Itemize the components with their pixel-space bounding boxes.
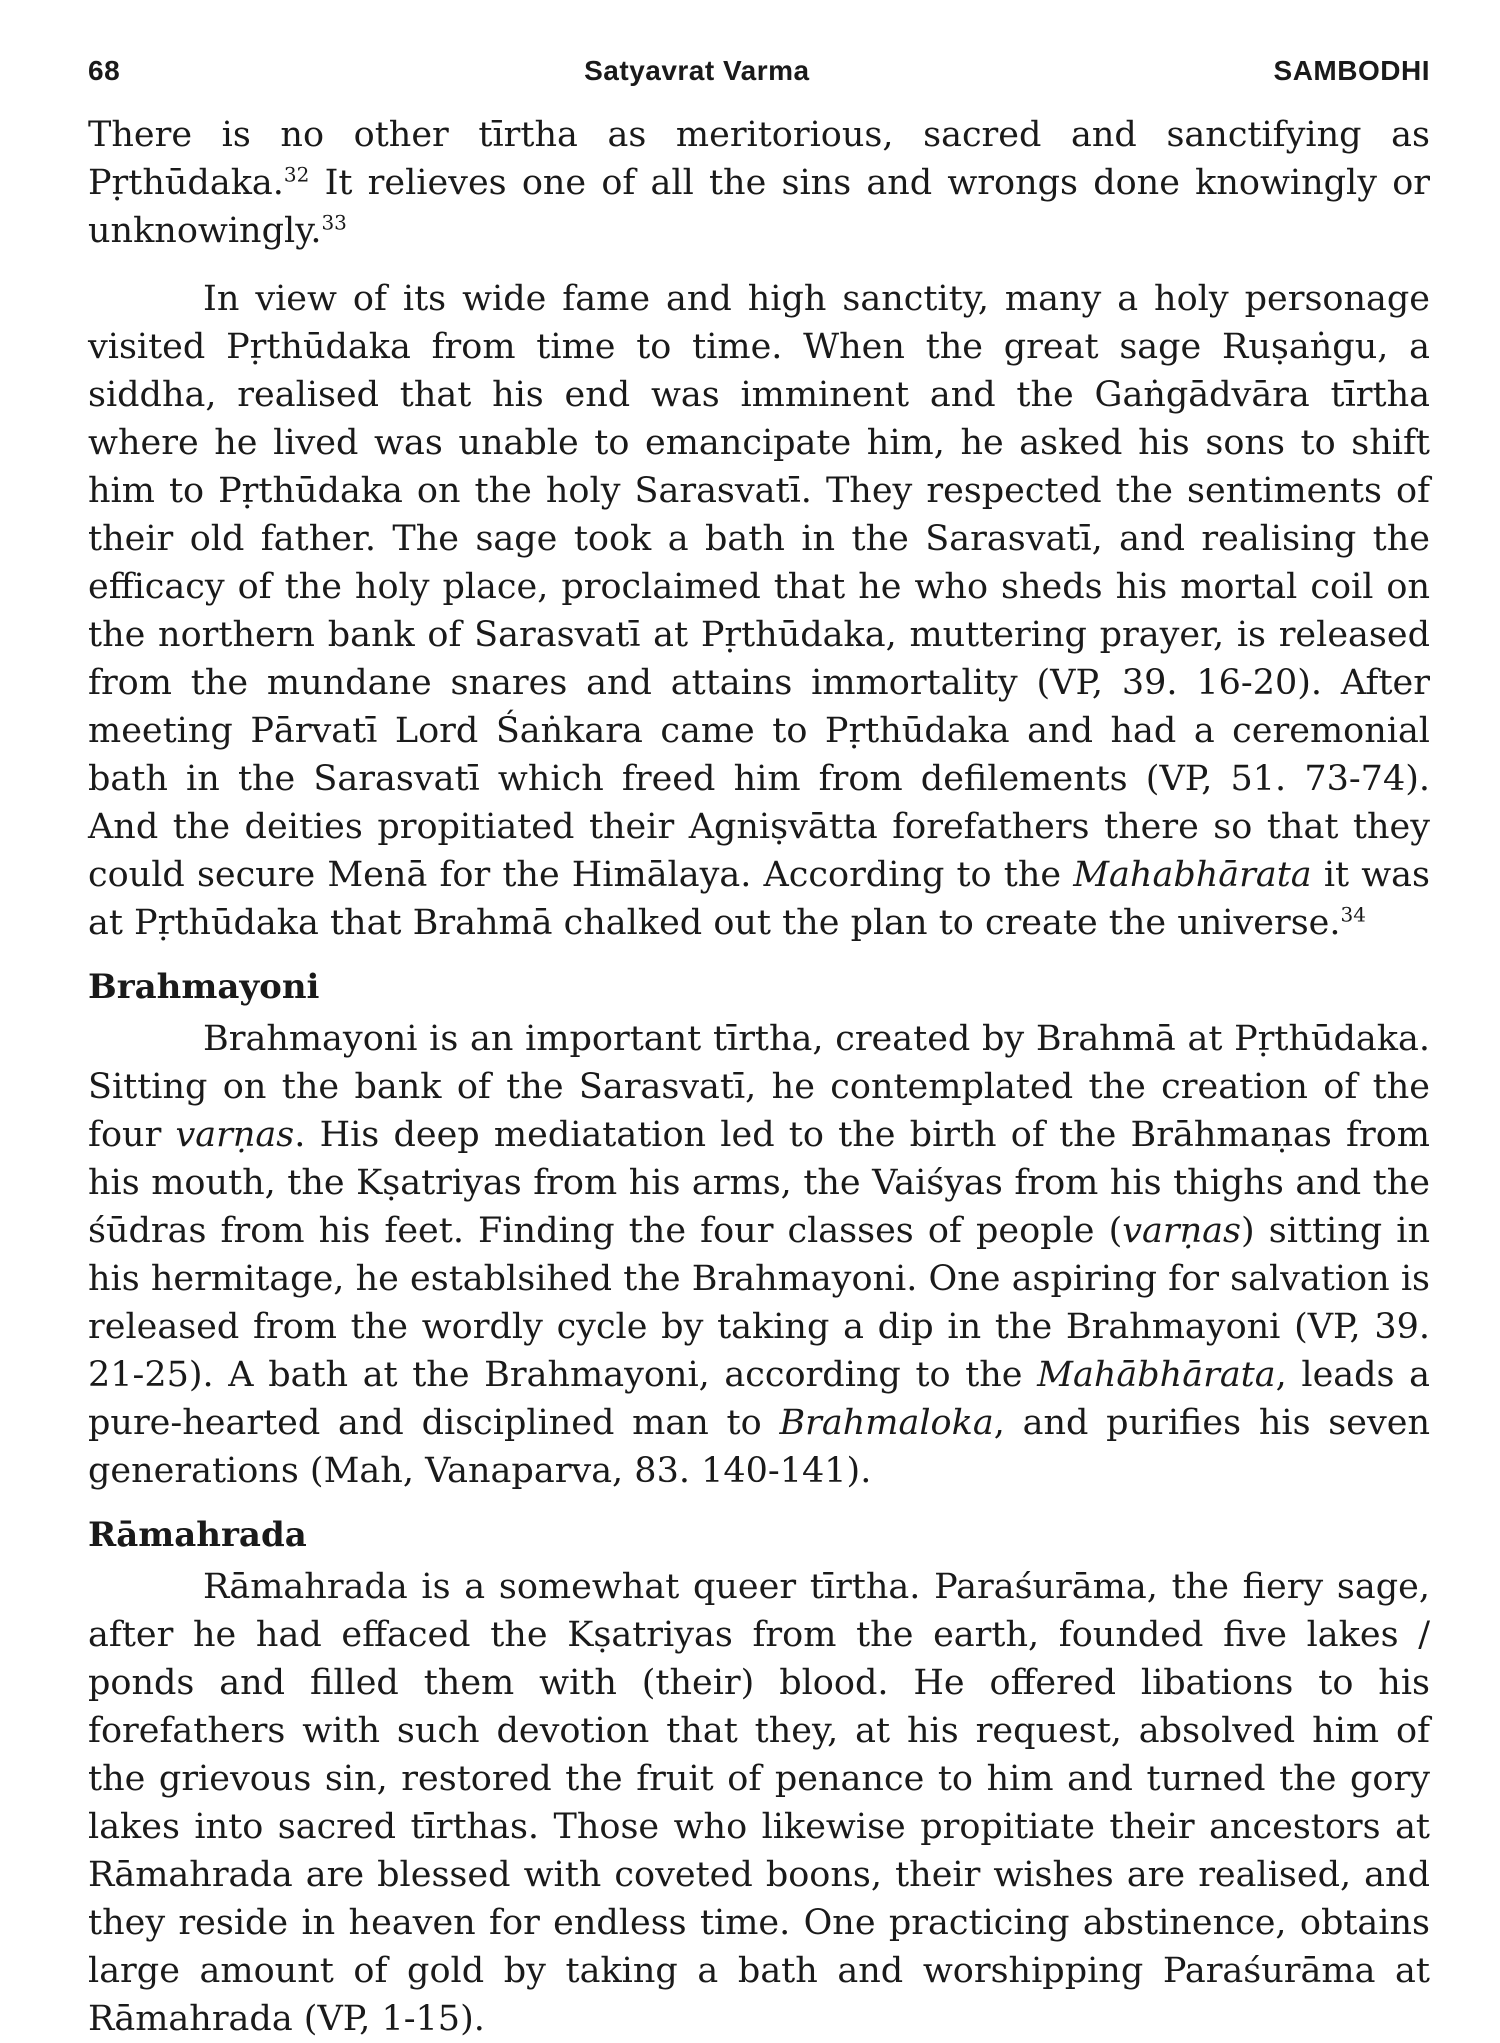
brahmayoni-text-2: . His deep mediatation led to the birth of the Brāhmaṇas from his mouth, the Kṣatriyas from his arms, the Vaiśyas from his thighs and the śūdras from his feet. Finding the four classes of people ( (88, 1115, 1430, 1251)
journal-title: SAMBODHI (1273, 55, 1430, 86)
page-number: 68 (88, 55, 121, 86)
brahmayoni-text-4: , leads a pure-hearted and disciplined man to (88, 1355, 1430, 1443)
paragraph-2-text-1: In view of its wide fame and high sanctity, many a holy personage visited Pṛthūdaka from time to time. When the great sage Ruṣaṅgu, a siddha, realised that his end was imminent and the Gaṅgādvāra tīrtha where he lived was unable to emancipate him, he asked his sons to shift him to Pṛthūdaka on the holy Sarasvatī. They respected the sentiments of their old father. The sage took a bath in the Sarasvatī, and realising the efficacy of the holy place, proclaimed that he who sheds his mortal coil on the northern bank of Sarasvatī at Pṛthūdaka, muttering prayer, is released from the mundane snares and attains immortality (VP, 39. 16-20). After meeting Pārvatī Lord Śaṅkara came to Pṛthūdaka and had a ceremonial bath in the Sarasvatī which freed him from defilements (VP, 51. 73-74). And the deities propitiated their Agniṣvātta forefathers there so that they could secure Menā for the Himālaya. According to the (88, 279, 1430, 895)
brahmayoni-italic-1: varṇas (175, 1115, 295, 1155)
brahmayoni-text-3: ) sitting in his hermitage, he establsihed the Brahmayoni. One aspiring for salvation is released from the wordly cycle by taking a dip in the Brahmayoni (VP, 39. 21-25). A bath at the Brahmayoni, according to the (88, 1211, 1430, 1395)
paragraph-1-sentence-2: It relieves one of all the sins and wrongs done knowingly or unknowingly. (88, 163, 1430, 251)
brahmayoni-italic-4: Brahmaloka (779, 1403, 994, 1443)
footnote-ref-33: 33 (321, 210, 347, 235)
brahmayoni-paragraph (88, 1015, 1430, 1495)
paragraph-2-text-2: it was at Pṛthūdaka that Brahmā chalked out the plan to create the universe. (88, 855, 1431, 943)
brahmayoni-text-1: Brahmayoni is an important tīrtha, created by Brahmā at Pṛthūdaka. Sitting on the bank of the Sarasvatī, he contemplated the creation of the four (88, 1019, 1430, 1155)
footnote-ref-32: 32 (283, 162, 310, 187)
running-author: Satyavrat Varma (584, 55, 810, 86)
brahmayoni-italic-2: varṇas (1122, 1211, 1241, 1251)
brahmayoni-text-5: , and purifies his seven generations (Mah, Vanaparva, 83. 140-141). (88, 1403, 1430, 1491)
ramahrada-paragraph (88, 1563, 1430, 2043)
paragraph-2-italic-1: Mahabhārata (1073, 855, 1312, 895)
paragraph-2 (88, 275, 1430, 947)
paragraph-1-sentence-1: There is no other tīrtha as meritorious, sacred and sanctifying as Pṛthūdaka. (88, 115, 1430, 203)
footnote-ref-34: 34 (1340, 902, 1366, 927)
running-header (88, 55, 1430, 111)
section-heading-ramahrada: Rāmahrada (88, 1515, 307, 1555)
ramahrada-text-1: Rāmahrada is a somewhat queer tīrtha. Paraśurāma, the fiery sage, after he had effaced the Kṣatriyas from the earth, founded five lakes / ponds and filled them with (their) blood. He offered libations to his forefathers with such devotion that they, at his request, absolved him of the grievous sin, restored the fruit of penance to him and turned the gory lakes into sacred tīrthas. Those who likewise propitiate their ancestors at Rāmahrada are blessed with coveted boons, their wishes are realised, and they reside in heaven for endless time. One practicing abstinence, obtains large amount of gold by taking a bath and worshipping Paraśurāma at Rāmahrada (VP, 1-15). (88, 1567, 1430, 2039)
paragraph-1 (88, 111, 1430, 255)
brahmayoni-italic-3: Mahābhārata (1037, 1355, 1276, 1395)
section-heading-brahmayoni: Brahmayoni (88, 967, 320, 1007)
